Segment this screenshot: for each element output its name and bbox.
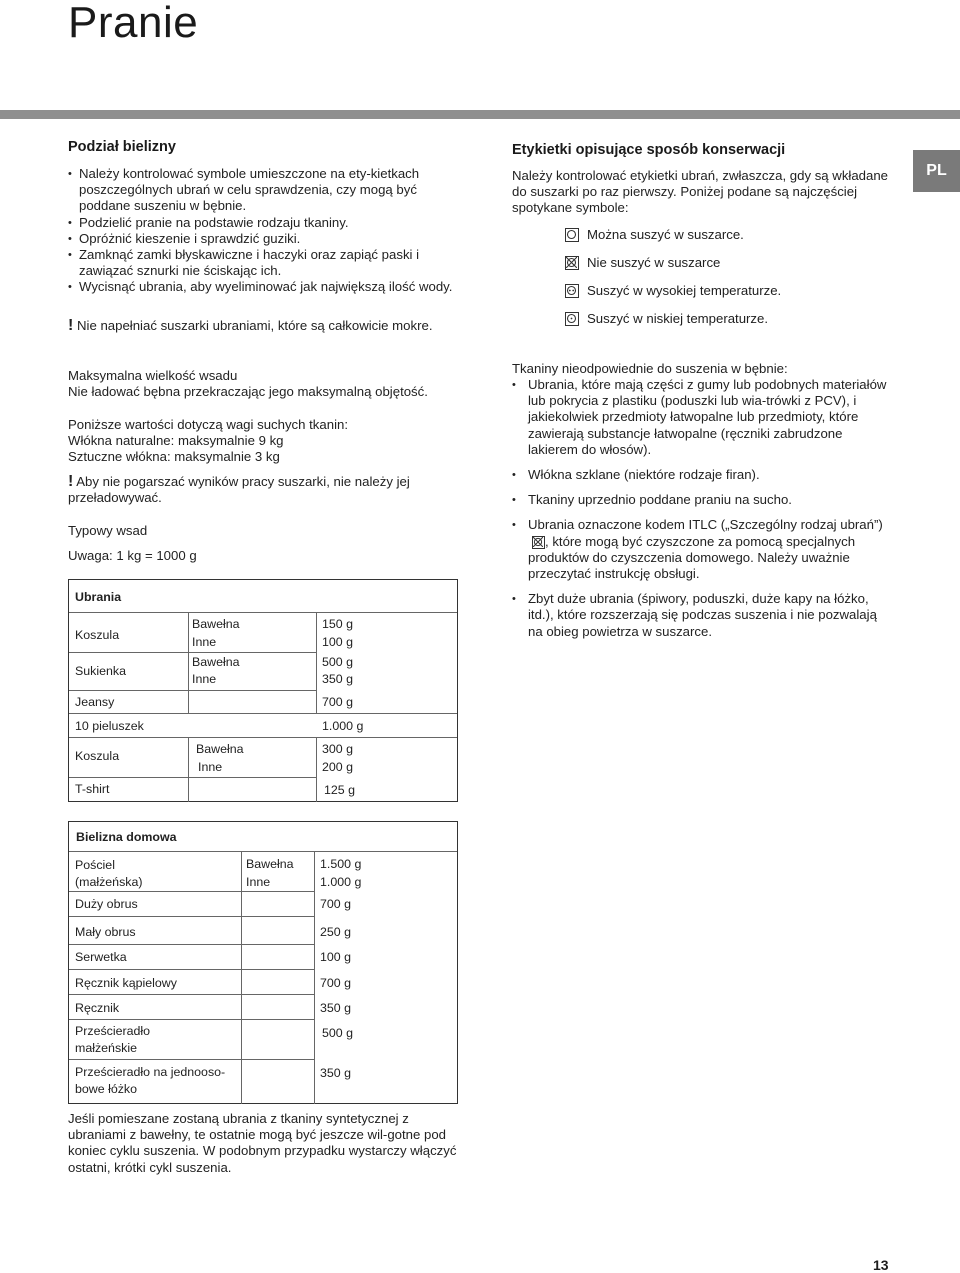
table-cell-weight: 1.500 g bbox=[320, 857, 362, 871]
table-cell-fabric: Inne bbox=[246, 875, 271, 889]
page-number: 13 bbox=[873, 1257, 889, 1273]
no-dry-clean-icon bbox=[532, 536, 545, 549]
divider bbox=[69, 969, 315, 970]
symbol-label: Nie suszyć w suszarce bbox=[587, 255, 721, 270]
table-cell-fabric: Inne bbox=[198, 760, 223, 774]
table-cell-fabric: Bawełna bbox=[196, 742, 244, 756]
no-tumble-dry-icon bbox=[565, 256, 579, 270]
sorting-heading: Podział bielizny bbox=[68, 139, 176, 155]
list-item: • Opróżnić kieszenie i sprawdzić guziki. bbox=[68, 231, 458, 247]
table-cell-fabric: Bawełna bbox=[246, 857, 294, 871]
divider bbox=[241, 851, 242, 1104]
table-cell-weight: 100 g bbox=[322, 635, 354, 649]
synthetic-fibres-max: Sztuczne włókna: maksymalnie 3 kg bbox=[68, 449, 280, 464]
table-header: Bielizna domowa bbox=[76, 830, 177, 844]
unsuitable-list bbox=[512, 377, 892, 640]
table-cell-item: Mały obrus bbox=[75, 925, 136, 939]
warning-overload bbox=[68, 474, 453, 506]
divider bbox=[69, 612, 457, 613]
divider bbox=[69, 690, 317, 691]
divider bbox=[69, 1059, 315, 1060]
natural-fibres-max: Włókna naturalne: maksymalnie 9 kg bbox=[68, 433, 284, 448]
table-cell-item: Jeansy bbox=[75, 695, 115, 709]
table-cell-weight: 1.000 g bbox=[322, 719, 364, 733]
divider bbox=[69, 652, 317, 653]
header-divider-bar bbox=[0, 110, 960, 119]
list-item: • Zamknąć zamki błyskawiczne i haczyki oraz zapiąć paski i zawiązać sznurki nie ściskając ich. bbox=[68, 247, 458, 279]
divider bbox=[69, 851, 457, 852]
table-cell-weight: 150 g bbox=[322, 617, 354, 631]
divider bbox=[69, 916, 315, 917]
divider bbox=[69, 891, 315, 892]
divider bbox=[69, 777, 317, 778]
table-cell-weight: 300 g bbox=[322, 742, 354, 756]
table-cell-weight: 1.000 g bbox=[320, 875, 362, 889]
symbol-label: Suszyć w wysokiej temperaturze. bbox=[587, 283, 782, 298]
warning-wet-laundry bbox=[68, 318, 453, 334]
list-item: • Zbyt duże ubrania (śpiwory, poduszki, duże kapy na łóżko, itd.), które rozszerzają się podczas suszenia i nie pozwalają na obieg powietrza w suszarce. bbox=[512, 591, 892, 640]
table-cell-weight: 700 g bbox=[320, 976, 352, 990]
list-item: • Wycisnąć ubrania, aby wyeliminować jak największą ilość wody. bbox=[68, 279, 458, 295]
symbol-row bbox=[565, 227, 744, 242]
divider bbox=[69, 1019, 315, 1020]
table-cell-item: małżeńskie bbox=[75, 1041, 137, 1055]
table-cell-weight: 200 g bbox=[322, 760, 354, 774]
list-item bbox=[512, 517, 892, 582]
language-badge: PL bbox=[913, 150, 960, 192]
table-cell-item: Ręcznik bbox=[75, 1001, 120, 1015]
warning-text: Aby nie pogarszać wyników pracy suszarki, nie należy jej przeładowywać. bbox=[68, 474, 410, 506]
table-cell-item: 10 pieluszek bbox=[75, 719, 144, 733]
table-cell-fabric: Bawełna bbox=[192, 617, 240, 631]
divider bbox=[188, 612, 189, 713]
divider bbox=[316, 612, 317, 713]
list-item: • Podzielić pranie na podstawie rodzaju tkaniny. bbox=[68, 215, 458, 231]
unsuitable-heading: Tkaniny nieodpowiednie do suszenia w bębnie: bbox=[512, 361, 788, 376]
table-cell-item: T-shirt bbox=[75, 782, 110, 796]
symbol-row bbox=[565, 255, 720, 270]
care-labels-intro: Należy kontrolować etykietki ubrań, zwłaszcza, gdy są wkładane do suszarki po raz pierwszy. Poniżej podane są najczęściej spotykane symbole: bbox=[512, 168, 889, 216]
weights-intro: Poniższe wartości dotyczą wagi suchych tkanin: bbox=[68, 417, 348, 432]
typical-load-heading: Typowy wsad bbox=[68, 523, 148, 538]
table-cell-item: Duży obrus bbox=[75, 897, 138, 911]
divider bbox=[314, 851, 315, 1104]
table-cell-weight: 350 g bbox=[320, 1066, 352, 1080]
itlc-text: Ubrania oznaczone kodem ITLC („Szczególny rodzaj ubrań”) bbox=[528, 517, 883, 533]
list-item: • Należy kontrolować symbole umieszczone na ety-kietkach poszczególnych ubrań w celu sprawdzenia, czy mogą być poddane suszeniu w bębnie. bbox=[68, 166, 458, 215]
table-cell-weight: 100 g bbox=[320, 950, 352, 964]
table-cell-item: Serwetka bbox=[75, 950, 127, 964]
table-cell-weight: 700 g bbox=[320, 897, 352, 911]
mixed-fabrics-note: Jeśli pomieszane zostaną ubrania z tkaniny syntetycznej z ubraniami z bawełny, te ostatnie mogą być jeszcze wil-gotne pod koniec cyklu suszenia. W podobnym przypadku wystarczy włączyć ostatni, krótki cykl suszenia. bbox=[68, 1111, 457, 1175]
table-cell-fabric: Inne bbox=[192, 635, 217, 649]
warning-icon: ! bbox=[68, 473, 74, 490]
divider bbox=[69, 713, 457, 714]
unit-note: Uwaga: 1 kg = 1000 g bbox=[68, 548, 197, 563]
table-header: Ubrania bbox=[75, 590, 122, 604]
table-cell-weight: 500 g bbox=[322, 1026, 354, 1040]
symbol-label: Można suszyć w suszarce. bbox=[587, 227, 744, 242]
table-cell-item: Prześcieradło na jednooso- bbox=[75, 1065, 226, 1079]
list-item: • Ubrania, które mają części z gumy lub podobnych materiałów lub pokrycia z plastiku (poduszki lub wia-trówki z PCV), i jakiekolwiek przedmioty łatwopalne lub przedmioty, które zawierają substancje łatwopalne (ręczniki zabrudzone lakierem do włosów). bbox=[512, 377, 892, 458]
table-cell-item: Sukienka bbox=[75, 664, 126, 678]
max-load-text: Nie ładować bębna przekraczając jego maksymalną objętość. bbox=[68, 384, 428, 399]
table-cell-weight: 350 g bbox=[322, 672, 354, 686]
list-item: • Tkaniny uprzednio poddane praniu na sucho. bbox=[512, 492, 892, 508]
warning-icon: ! bbox=[68, 317, 74, 334]
table-cell-item: (małżeńska) bbox=[75, 875, 143, 889]
symbol-row bbox=[565, 311, 768, 326]
sorting-bullet-list bbox=[68, 166, 458, 296]
table-cell-fabric: Inne bbox=[192, 672, 217, 686]
table-cell-weight: 500 g bbox=[322, 655, 354, 669]
table-cell-weight: 700 g bbox=[322, 695, 354, 709]
tumble-dry-high-icon bbox=[565, 284, 579, 298]
max-load-heading: Maksymalna wielkość wsadu bbox=[68, 368, 238, 383]
table-cell-item: bowe łóżko bbox=[75, 1082, 137, 1096]
care-labels-heading: Etykietki opisujące sposób konserwacji bbox=[512, 142, 786, 158]
symbol-row bbox=[565, 283, 781, 298]
divider bbox=[69, 944, 315, 945]
table-cell-fabric: Bawełna bbox=[192, 655, 240, 669]
page-title: Pranie bbox=[68, 0, 199, 47]
table-cell-item: Pościel bbox=[75, 858, 115, 872]
symbol-label: Suszyć w niskiej temperaturze. bbox=[587, 311, 769, 326]
divider bbox=[316, 737, 317, 802]
table-cell-weight: 350 g bbox=[320, 1001, 352, 1015]
table-cell-item: Koszula bbox=[75, 628, 120, 642]
divider bbox=[188, 737, 189, 802]
warning-text: Nie napełniać suszarki ubraniami, które są całkowicie mokre. bbox=[77, 318, 433, 333]
table-cell-item: Koszula bbox=[75, 749, 120, 763]
tumble-dry-icon bbox=[565, 228, 579, 242]
itlc-text: , które mogą być czyszczone za pomocą specjalnych produktów do czyszczenia domowego. Należy uważnie przeczytać instrukcję obsługi. bbox=[528, 533, 856, 582]
table-cell-item: Ręcznik kąpielowy bbox=[75, 976, 177, 990]
divider bbox=[69, 737, 457, 738]
list-item: • Włókna szklane (niektóre rodzaje firan). bbox=[512, 467, 892, 483]
divider bbox=[69, 994, 315, 995]
table-cell-item: Prześcieradło bbox=[75, 1024, 151, 1038]
table-cell-weight: 250 g bbox=[320, 925, 352, 939]
tumble-dry-low-icon bbox=[565, 312, 579, 326]
table-cell-weight: 125 g bbox=[324, 783, 356, 797]
